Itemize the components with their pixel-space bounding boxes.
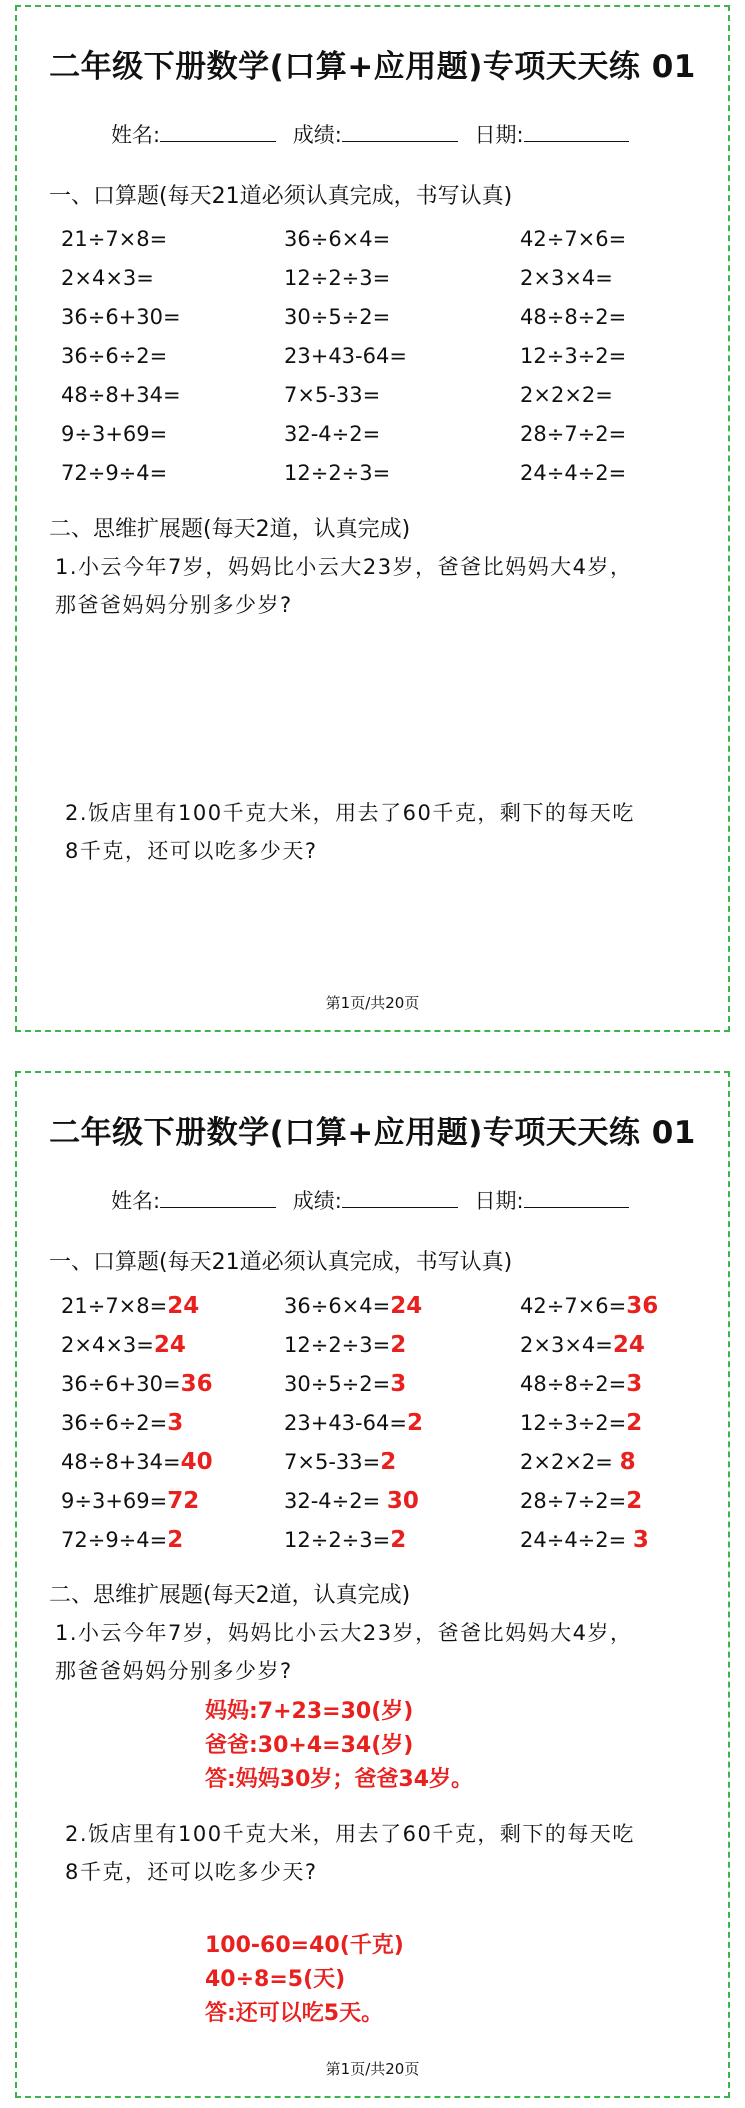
problem-row [61,461,701,500]
date-label: 日期: [474,123,524,147]
calculation-grid [61,227,701,500]
problem: 12÷2÷3= [284,1333,391,1357]
problem-with-answer [520,1293,658,1319]
problem: 48÷8+34= [61,383,181,407]
problem-with-answer [520,1527,649,1553]
word-problem-text: 那爸爸妈妈分别多少岁? [55,1659,293,1683]
problem: 30÷5÷2= [284,1372,391,1396]
word-problem-text: 8千克，还可以吃多少天? [65,839,318,863]
problem: 48÷8÷2= [520,1372,627,1396]
score-label: 成绩: [292,123,342,147]
problem: 12÷2÷3= [284,1528,391,1552]
problem-with-answer [284,1332,406,1358]
problem: 12÷2÷3= [284,461,391,485]
problem-with-answer [61,1332,186,1358]
section-heading-word-problems: 二、思维扩展题(每天2道，认真完成) [49,1583,411,1608]
problem: 42÷7×6= [520,227,627,251]
problem: 2×4×3= [61,1333,154,1357]
problem-with-answer [61,1449,213,1475]
page-title: 二年级下册数学(口算+应用题)专项天天练 01 [49,1115,696,1151]
problem-with-answer [284,1488,419,1514]
problem: 36÷6÷2= [61,1411,168,1435]
answer: 3 [390,1371,407,1397]
answer: 3 [167,1410,184,1436]
name-label: 姓名: [111,123,161,147]
word-problem-text: 2.饭店里有100千克大米，用去了60千克，剩下的每天吃 [65,801,635,825]
answer: 30 [386,1488,419,1514]
student-info-line [111,119,629,149]
problem-with-answer [284,1410,423,1436]
problem: 72÷9÷4= [61,461,168,485]
answer: 2 [626,1488,643,1514]
name-blank [160,1189,276,1208]
answer: 2 [167,1527,184,1553]
problem-row [61,266,701,305]
problem-row [61,1371,701,1410]
problem-with-answer [61,1371,213,1397]
problem: 42÷7×6= [520,1294,627,1318]
solution-line: 100-60=40(千克) [205,1933,404,1958]
calculation-grid-answers [61,1293,701,1566]
solution-2 [205,1929,404,2031]
problem-row [61,383,701,422]
solution-line: 妈妈:7+23=30(岁) [205,1699,414,1724]
problem: 24÷4÷2= [520,1528,627,1552]
problem: 36÷6+30= [61,305,181,329]
problem-row [61,1449,701,1488]
date-blank [524,1189,629,1208]
name-blank [160,123,276,142]
answer: 3 [626,1371,643,1397]
answer: 24 [612,1332,645,1358]
problem: 7×5-33= [284,383,381,407]
problem-with-answer [520,1449,636,1475]
problem-row [61,1332,701,1371]
answer: 36 [180,1371,213,1397]
problem-with-answer [284,1449,396,1475]
answer: 36 [626,1293,659,1319]
answer: 3 [632,1527,649,1553]
problem-with-answer [61,1527,183,1553]
answer: 24 [167,1293,200,1319]
problem-row [61,1293,701,1332]
problem-with-answer [284,1293,422,1319]
problem: 32-4÷2= [284,1489,381,1513]
problem: 24÷4÷2= [520,461,627,485]
problem: 36÷6×4= [284,1294,391,1318]
problem-row [61,227,701,266]
problem: 21÷7×8= [61,227,168,251]
word-problem-1 [55,548,632,624]
problem: 36÷6+30= [61,1372,181,1396]
solution-line: 爸爸:30+4=34(岁) [205,1733,414,1758]
problem-row [61,1488,701,1527]
worksheet-page-blank [15,5,730,1032]
answer: 2 [390,1332,407,1358]
problem-with-answer [520,1410,642,1436]
solution-line: 答:妈妈30岁；爸爸34岁。 [205,1767,474,1792]
problem: 36÷6×4= [284,227,391,251]
answer: 40 [180,1449,213,1475]
page-number: 第1页/共20页 [325,994,420,1012]
problem-row [61,1410,701,1449]
problem-row [61,1527,701,1566]
problem: 72÷9÷4= [61,1528,168,1552]
problem: 23+43-64= [284,344,407,368]
problem-row [61,422,701,461]
score-label: 成绩: [292,1189,342,1213]
problem: 2×4×3= [61,266,154,290]
worksheet-page-answers [15,1071,730,2098]
student-info-line [111,1185,629,1215]
date-label: 日期: [474,1189,524,1213]
solution-line: 40÷8=5(天) [205,1967,346,1992]
problem-with-answer [61,1293,199,1319]
problem-row [61,344,701,383]
problem-with-answer [520,1371,642,1397]
problem-with-answer [520,1488,642,1514]
problem: 23+43-64= [284,1411,407,1435]
page-number: 第1页/共20页 [325,2060,420,2078]
page-title: 二年级下册数学(口算+应用题)专项天天练 01 [49,49,696,85]
section-heading-calculation: 一、口算题(每天21道必须认真完成，书写认真) [49,184,513,209]
score-blank [342,123,458,142]
solution-1 [205,1695,473,1797]
answer: 2 [626,1410,643,1436]
problem: 9÷3+69= [61,422,168,446]
problem: 36÷6÷2= [61,344,168,368]
problem-with-answer [61,1410,183,1436]
date-blank [524,123,629,142]
problem: 12÷3÷2= [520,1411,627,1435]
word-problem-text: 1.小云今年7岁，妈妈比小云大23岁，爸爸比妈妈大4岁， [55,1621,633,1645]
section-heading-calculation: 一、口算题(每天21道必须认真完成，书写认真) [49,1250,513,1275]
problem: 7×5-33= [284,1450,381,1474]
word-problem-2 [65,794,635,870]
problem: 30÷5÷2= [284,305,391,329]
problem-row [61,305,701,344]
problem-with-answer [284,1371,406,1397]
answer: 2 [406,1410,423,1436]
answer: 24 [390,1293,423,1319]
answer: 2 [390,1527,407,1553]
problem: 2×2×2= [520,383,613,407]
score-blank [342,1189,458,1208]
problem: 12÷2÷3= [284,266,391,290]
solution-line: 答:还可以吃5天。 [205,2001,384,2026]
word-problem-2 [65,1815,635,1891]
answer: 8 [619,1449,636,1475]
problem: 12÷3÷2= [520,344,627,368]
problem: 32-4÷2= [284,422,381,446]
problem: 9÷3+69= [61,1489,168,1513]
problem: 2×2×2= [520,1450,613,1474]
problem-with-answer [520,1332,645,1358]
answer: 72 [167,1488,200,1514]
problem-with-answer [284,1527,406,1553]
answer: 2 [380,1449,397,1475]
problem: 2×3×4= [520,266,613,290]
problem: 28÷7÷2= [520,1489,627,1513]
problem: 28÷7÷2= [520,422,627,446]
problem: 2×3×4= [520,1333,613,1357]
problem-with-answer [61,1488,199,1514]
problem: 21÷7×8= [61,1294,168,1318]
word-problem-text: 8千克，还可以吃多少天? [65,1860,318,1884]
word-problem-text: 2.饭店里有100千克大米，用去了60千克，剩下的每天吃 [65,1822,635,1846]
section-heading-word-problems: 二、思维扩展题(每天2道，认真完成) [49,517,411,542]
word-problem-text: 1.小云今年7岁，妈妈比小云大23岁，爸爸比妈妈大4岁， [55,555,633,579]
problem: 48÷8÷2= [520,305,627,329]
problem: 48÷8+34= [61,1450,181,1474]
word-problem-text: 那爸爸妈妈分别多少岁? [55,593,293,617]
name-label: 姓名: [111,1189,161,1213]
word-problem-1 [55,1614,632,1690]
answer: 24 [153,1332,186,1358]
